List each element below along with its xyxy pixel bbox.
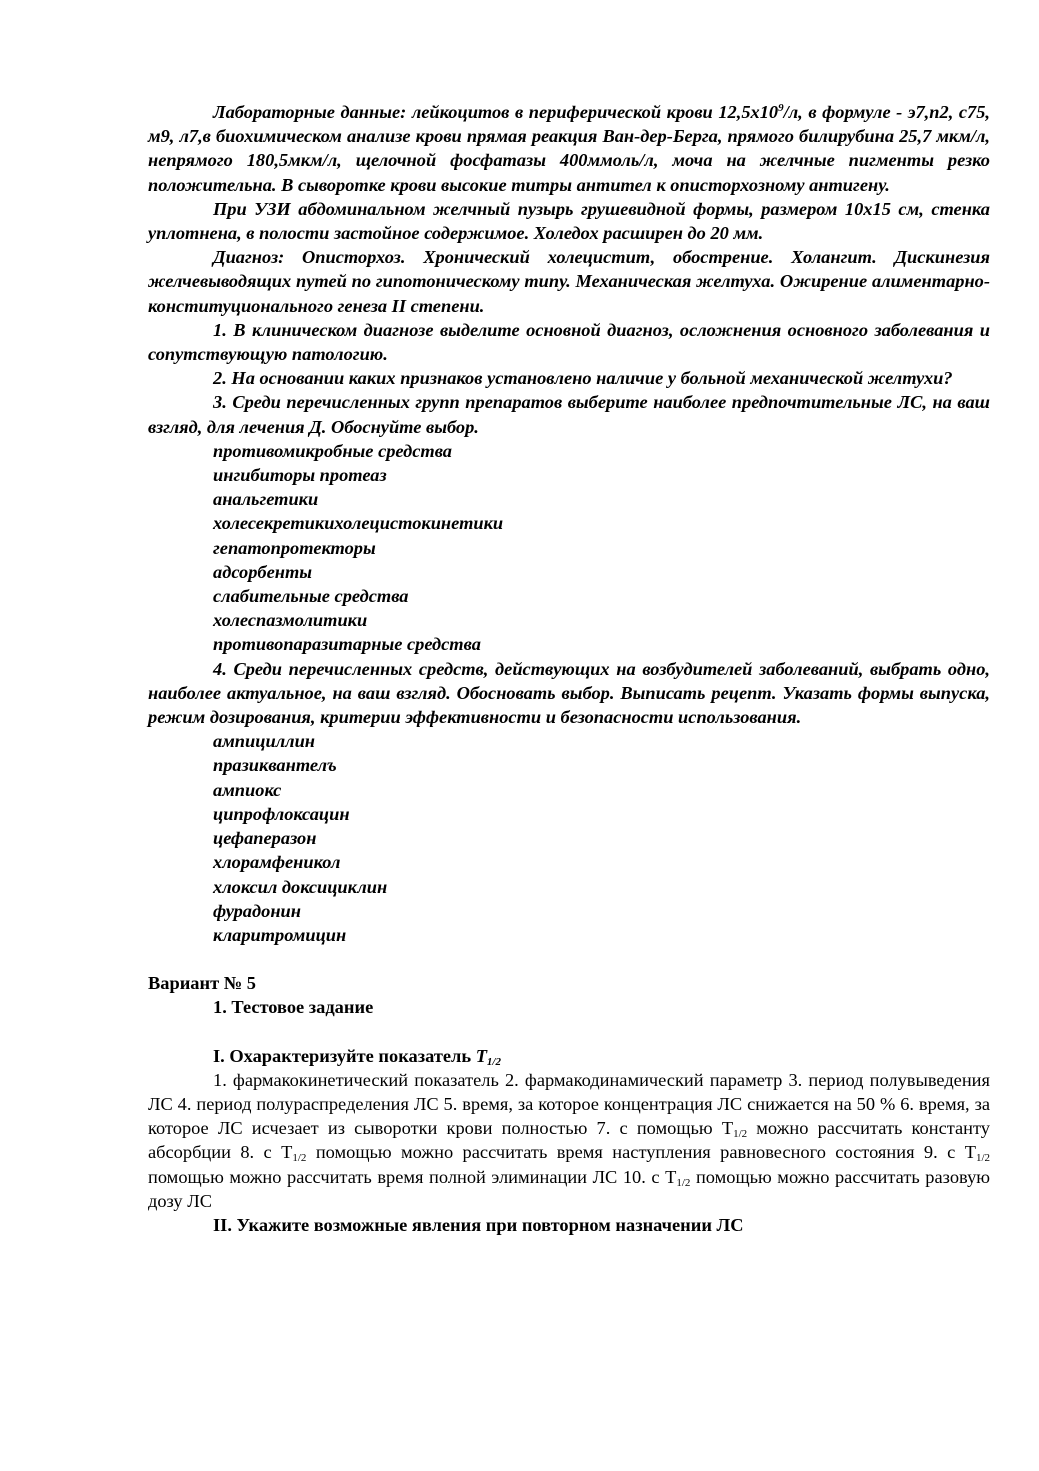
- lab-text-1: Лабораторные данные: лейкоцитов в периферической крови 12,5х10: [213, 102, 779, 122]
- list-item: ампициллин: [213, 731, 316, 752]
- uzi-paragraph: При УЗИ абдоминальном желчный пузырь грушевидной формы, размером 10х15 см, стенка уплотнена, в полости застойное содержимое. Холедох расширен до 20 мм.: [148, 198, 990, 244]
- drugs-list: [148, 729, 990, 947]
- subscript: 1/2: [676, 1176, 691, 1189]
- variant-title: Вариант № 5: [148, 973, 256, 994]
- list-item: противомикробные средства: [213, 440, 453, 461]
- spacer: [148, 1020, 990, 1044]
- drug-groups-list: [148, 439, 990, 657]
- question-3: 3. Среди перечисленных групп препаратов выберите наиболее предпочтительные ЛС, на ваш взгляд, для лечения Д. Обоснуйте выбор.: [148, 392, 990, 437]
- lab-superscript: 9: [778, 102, 784, 114]
- subscript: 1/2: [733, 1128, 748, 1141]
- spacer: [148, 947, 990, 971]
- test-task-heading: 1. Тестовое задание: [213, 997, 374, 1018]
- list-item: кларитромицин: [213, 924, 347, 945]
- section-2-heading: II. Укажите возможные явления при повторном назначении ЛС: [213, 1214, 744, 1235]
- question-4: 4. Среди перечисленных средств, действующих на возбудителей заболеваний, выбрать одно, наиболее актуальное, на ваш взгляд. Обосновать выбор. Выписать рецепт. Указать формы выпуска, режим дозирования, критерии эффективности и безопасности использования.: [148, 658, 990, 728]
- subscript: 1/2: [975, 1152, 990, 1165]
- list-item: гепатопротекторы: [213, 537, 376, 558]
- list-item: ингибиторы протеаз: [213, 465, 387, 486]
- list-item: фурадонин: [213, 900, 301, 921]
- question-2: 2. На основании каких признаков установлено наличие у больной механической желтухи?: [213, 368, 953, 389]
- section-1-heading: [148, 1044, 990, 1068]
- list-item: холесекретикихолецистокинетики: [213, 513, 504, 534]
- subscript: 1/2: [292, 1152, 307, 1165]
- list-item: цефаперазон: [213, 828, 317, 849]
- document-content: [148, 100, 990, 1237]
- section-1-text: I. Охарактеризуйте показатель: [213, 1045, 476, 1066]
- body-text: 1. фармакокинетический показатель 2. фармакодинамический параметр 3. период полувыведения ЛС 4. период полураспределения ЛС 5. время, за которое концентрация ЛС снижается на 50 % 6. время, за которое ЛС исчезает из сыворотки крови полностью 7. с помощью Т: [148, 1069, 990, 1139]
- lab-data-paragraph: [148, 100, 990, 197]
- list-item: анальгетики: [213, 489, 319, 510]
- list-item: противопаразитарные средства: [213, 634, 481, 655]
- list-item: ампиокс: [213, 779, 282, 800]
- list-item: адсорбенты: [213, 561, 313, 582]
- list-item: празиквантелъ: [213, 755, 337, 776]
- question-1: 1. В клиническом диагнозе выделите основной диагноз, осложнения основного заболевания и сопутствующую патологию.: [148, 319, 990, 365]
- list-item: ципрофлоксацин: [213, 803, 350, 824]
- body-text: можно рассчитать константу абсорбции 8. с Т: [148, 1118, 990, 1163]
- section-1-symbol: T: [475, 1045, 487, 1066]
- section-1-body: [148, 1068, 990, 1213]
- body-text: помощью можно рассчитать время наступления равновесного состояния 9. с Т: [306, 1142, 976, 1163]
- list-item: хлоксил доксициклин: [213, 876, 388, 897]
- lab-text-2: /л, в формуле - э7,п2, с75, м9, л7,в биохимическом анализе крови прямая реакция Ван-дер-Берга, прямого билирубина 25,7 мкм/л, непрямого 180,5мкм/л, щелочной фосфатазы 400ммоль/л, моча на желчные пигменты резко положительна. В сыворотке крови высокие титры антител к описторхозному антигену.: [148, 102, 991, 195]
- body-text: помощью можно рассчитать время полной элиминации ЛС 10. с Т: [148, 1166, 677, 1187]
- diagnosis-paragraph: Диагноз: Описторхоз. Хронический холецистит, обострение. Холангит. Дискинезия желчевыводящих путей по гипотоническому типу. Механическая желтуха. Ожирение алиментарно-конституционального генеза II степени.: [148, 247, 990, 316]
- list-item: хлорамфеникол: [213, 852, 341, 873]
- body-text: помощью можно рассчитать разовую дозу ЛС: [148, 1166, 990, 1211]
- list-item: слабительные средства: [213, 586, 409, 607]
- list-item: холеспазмолитики: [213, 610, 368, 631]
- section-1-subscript: 1/2: [486, 1055, 501, 1068]
